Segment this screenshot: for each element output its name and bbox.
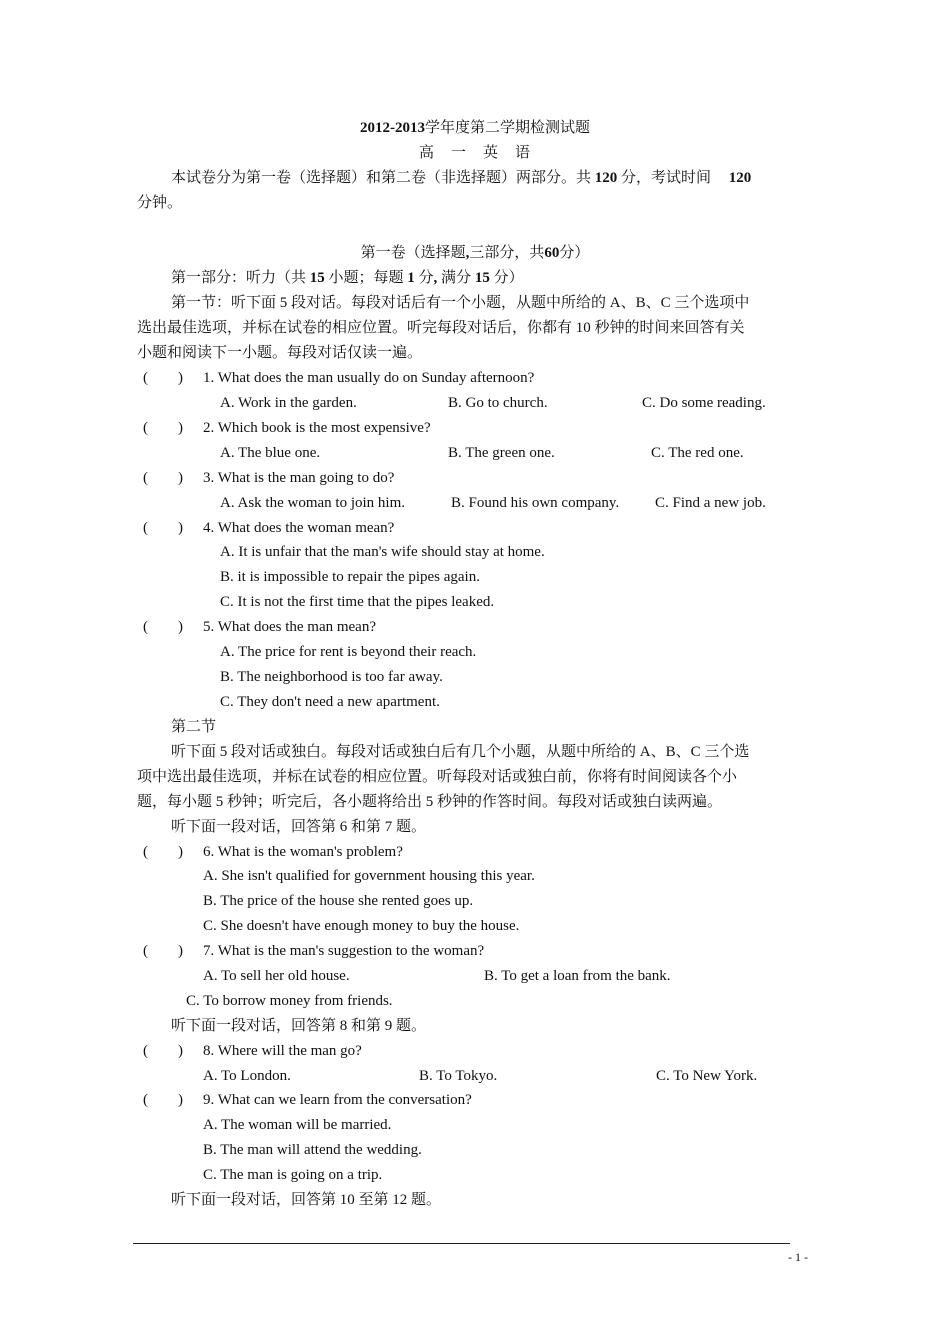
- q1-option-b: B. Go to church.: [448, 395, 548, 411]
- q9-option-a: A. The woman will be married.: [203, 1117, 392, 1133]
- q7-option-a: A. To sell her old house.: [203, 968, 350, 984]
- answer-bracket: ( ): [143, 420, 183, 436]
- instruction-6-7: 听下面一段对话，回答第 6 和第 7 题。: [171, 819, 427, 835]
- q6-option-a: A. She isn't qualified for government housing this year.: [203, 868, 535, 884]
- q5-option-a: A. The price for rent is beyond their reach.: [220, 644, 477, 660]
- exam-intro: 本试卷分为第一卷（选择题）和第二卷（非选择题）两部分。共 120 分，考试时间 120: [171, 170, 752, 186]
- answer-bracket: ( ): [143, 619, 183, 635]
- question-7: 7. What is the man's suggestion to the woman?: [203, 943, 485, 959]
- q1-option-c: C. Do some reading.: [642, 395, 766, 411]
- volume-heading: 第一卷（选择题,三部分，共60分）: [360, 245, 590, 261]
- q6-option-b: B. The price of the house she rented goes up.: [203, 893, 474, 909]
- section1-line1: 第一节：听下面 5 段对话。每段对话后有一个小题，从题中所给的 A、B、C 三个选项中: [171, 295, 750, 311]
- q7-option-c: C. To borrow money from friends.: [186, 993, 393, 1009]
- q2-option-a: A. The blue one.: [220, 445, 321, 461]
- question-8: 8. Where will the man go?: [203, 1043, 362, 1059]
- q6-option-c: C. She doesn't have enough money to buy the house.: [203, 918, 520, 934]
- section2-line3: 题，每小题 5 秒钟；听完后，各小题将给出 5 秒钟的作答时间。每段对话或独白读两遍。: [137, 794, 723, 810]
- question-2: 2. Which book is the most expensive?: [203, 420, 431, 436]
- q3-option-b: B. Found his own company.: [451, 495, 620, 511]
- footer-rule: [133, 1243, 790, 1244]
- q8-option-b: B. To Tokyo.: [419, 1068, 498, 1084]
- question-9: 9. What can we learn from the conversation?: [203, 1092, 472, 1108]
- q4-option-b: B. it is impossible to repair the pipes again.: [220, 569, 480, 585]
- question-1: 1. What does the man usually do on Sunday afternoon?: [203, 370, 535, 386]
- exam-intro-cont: 分钟。: [137, 195, 183, 211]
- question-4: 4. What does the woman mean?: [203, 520, 395, 536]
- instruction-10-12: 听下面一段对话，回答第 10 至第 12 题。: [171, 1192, 442, 1208]
- q7-option-b: B. To get a loan from the bank.: [484, 968, 671, 984]
- answer-bracket: ( ): [143, 370, 183, 386]
- q8-option-a: A. To London.: [203, 1068, 291, 1084]
- page-number: - 1 -: [788, 1250, 808, 1264]
- section1-line2: 选出最佳选项，并标在试卷的相应位置。听完每段对话后，你都有 10 秒钟的时间来回答有关: [137, 320, 745, 336]
- answer-bracket: ( ): [143, 1043, 183, 1059]
- q8-option-c: C. To New York.: [656, 1068, 758, 1084]
- exam-title: 2012-2013学年度第二学期检测试题: [359, 120, 590, 136]
- section2-line2: 项中选出最佳选项，并标在试卷的相应位置。听每段对话或独白前，你将有时间阅读各个小: [137, 769, 738, 785]
- question-5: 5. What does the man mean?: [203, 619, 376, 635]
- section2-title: 第二节: [171, 719, 217, 735]
- question-3: 3. What is the man going to do?: [203, 470, 395, 486]
- q4-option-c: C. It is not the first time that the pipes leaked.: [220, 594, 495, 610]
- answer-bracket: ( ): [143, 943, 183, 959]
- q3-option-c: C. Find a new job.: [655, 495, 766, 511]
- q2-option-b: B. The green one.: [448, 445, 555, 461]
- part-heading: 第一部分：听力（共 15 小题；每题 1 分, 满分 15 分）: [171, 270, 524, 286]
- instruction-8-9: 听下面一段对话，回答第 8 和第 9 题。: [171, 1018, 427, 1034]
- section2-line1: 听下面 5 段对话或独白。每段对话或独白后有几个小题，从题中所给的 A、B、C 三个选: [171, 744, 750, 760]
- exam-subtitle: 高 一 英 语: [418, 145, 531, 161]
- section1-line3: 小题和阅读下一小题。每段对话仅读一遍。: [137, 345, 423, 361]
- q5-option-c: C. They don't need a new apartment.: [220, 694, 440, 710]
- q9-option-b: B. The man will attend the wedding.: [203, 1142, 422, 1158]
- q9-option-c: C. The man is going on a trip.: [203, 1167, 383, 1183]
- q3-option-a: A. Ask the woman to join him.: [220, 495, 405, 511]
- question-6: 6. What is the woman's problem?: [203, 844, 403, 860]
- answer-bracket: ( ): [143, 1092, 183, 1108]
- answer-bracket: ( ): [143, 844, 183, 860]
- answer-bracket: ( ): [143, 520, 183, 536]
- q1-option-a: A. Work in the garden.: [220, 395, 357, 411]
- q5-option-b: B. The neighborhood is too far away.: [220, 669, 443, 685]
- q4-option-a: A. It is unfair that the man's wife should stay at home.: [220, 544, 545, 560]
- q2-option-c: C. The red one.: [651, 445, 744, 461]
- answer-bracket: ( ): [143, 470, 183, 486]
